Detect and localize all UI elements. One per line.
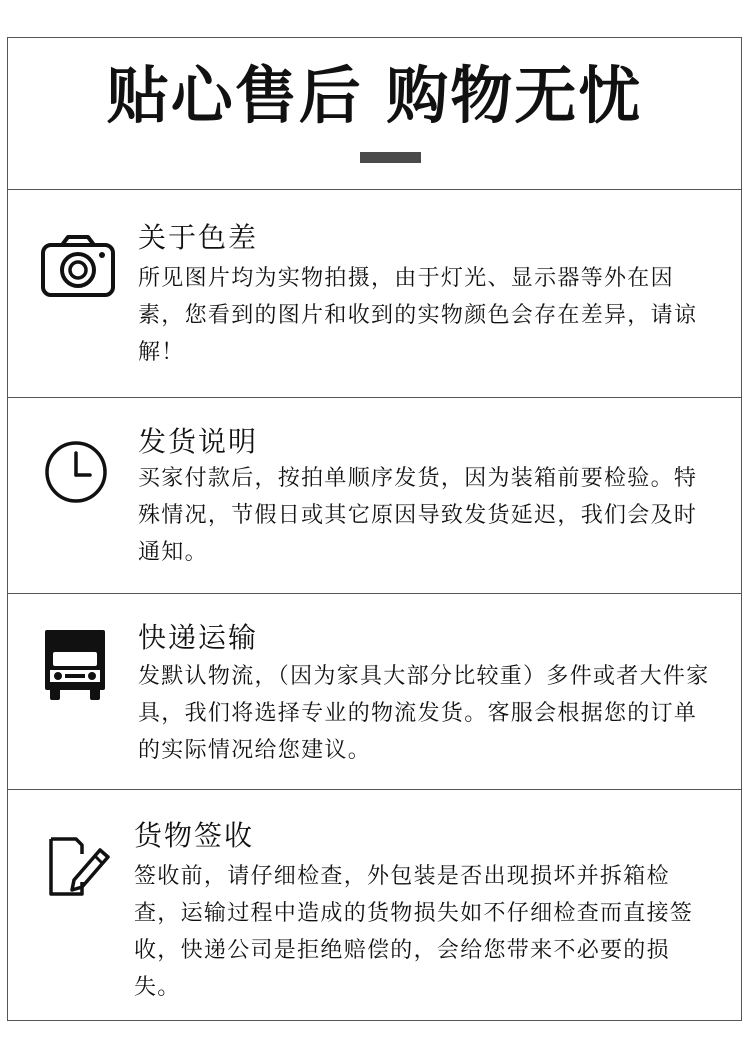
section-body: 所见图片均为实物拍摄，由于灯光、显示器等外在因素，您看到的图片和收到的实物颜色会存在差异，请谅解！ [138,266,698,365]
section-goods-receipt [8,790,741,1022]
section-express-transport [8,594,741,790]
section-title: 发货说明 [138,425,259,458]
camera-icon [38,230,118,310]
title-underline-bar [360,152,421,163]
section-title: 货物签收 [134,819,255,852]
section-color-difference [8,190,741,398]
section-title: 关于色差 [138,221,259,254]
page-title: 贴心售后 购物无忧 [106,59,643,132]
section-title: 快递运输 [138,621,259,654]
after-sales-card [7,37,742,1021]
clock-icon [38,431,118,511]
section-body: 签收前，请仔细检查，外包装是否出现损坏并拆箱检查，运输过程中造成的货物损失如不仔细检查而直接签收，快递公司是拒绝赔偿的，会给您带来不必要的损失。 [134,864,694,1000]
header [8,38,741,190]
section-shipping-notes [8,398,741,594]
truck-icon [38,624,118,704]
document-edit-icon [38,830,118,910]
section-body: 买家付款后，按拍单顺序发货，因为装箱前要检验。特殊情况，节假日或其它原因导致发货延迟，我们会及时通知。 [138,466,698,565]
section-body: 发默认物流，（因为家具大部分比较重）多件或者大件家具，我们将选择专业的物流发货。客服会根据您的订单的实际情况给您建议。 [138,664,710,763]
